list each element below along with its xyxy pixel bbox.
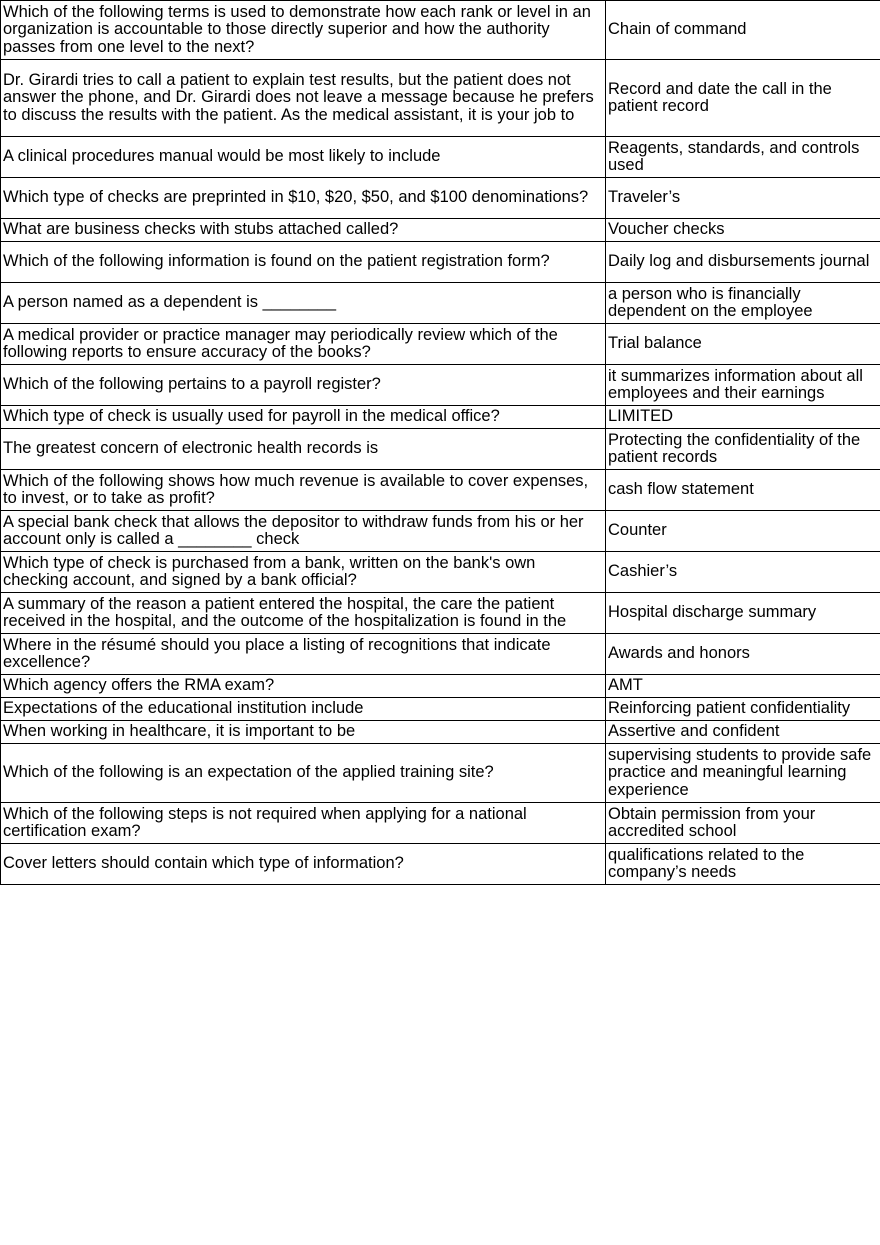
question-cell: Which type of check is purchased from a bank, written on the bank's own checking account, and signed by a bank official?	[1, 552, 606, 593]
answer-cell: Chain of command	[606, 1, 880, 60]
answer-cell: Record and date the call in the patient record	[606, 60, 880, 137]
table-row	[1, 593, 880, 634]
qa-table-body	[1, 1, 880, 885]
table-row	[1, 744, 880, 803]
table-row	[1, 242, 880, 283]
answer-cell: Awards and honors	[606, 634, 880, 675]
question-cell: When working in healthcare, it is important to be	[1, 721, 606, 744]
question-cell: Which type of check is usually used for payroll in the medical office?	[1, 406, 606, 429]
question-cell: A person named as a dependent is ________	[1, 283, 606, 324]
question-cell: A medical provider or practice manager may periodically review which of the following reports to ensure accuracy of the books?	[1, 324, 606, 365]
answer-cell: Cashier’s	[606, 552, 880, 593]
question-cell: Dr. Girardi tries to call a patient to explain test results, but the patient does not answer the phone, and Dr. Girardi does not leave a message because he prefers to discuss the results with the patient. As the medical assistant, it is your job to	[1, 60, 606, 137]
answer-cell: Assertive and confident	[606, 721, 880, 744]
question-cell: Which of the following steps is not required when applying for a national certification exam?	[1, 803, 606, 844]
answer-cell: LIMITED	[606, 406, 880, 429]
answer-cell: supervising students to provide safe practice and meaningful learning experience	[606, 744, 880, 803]
table-row	[1, 365, 880, 406]
question-cell: Which of the following shows how much revenue is available to cover expenses, to invest, or to take as profit?	[1, 470, 606, 511]
table-row	[1, 1, 880, 60]
table-row	[1, 219, 880, 242]
answer-cell: it summarizes information about all employees and their earnings	[606, 365, 880, 406]
answer-cell: Obtain permission from your accredited school	[606, 803, 880, 844]
answer-cell: cash flow statement	[606, 470, 880, 511]
answer-cell: Counter	[606, 511, 880, 552]
question-cell: Which of the following pertains to a payroll register?	[1, 365, 606, 406]
question-cell: A clinical procedures manual would be most likely to include	[1, 137, 606, 178]
answer-cell: a person who is financially dependent on the employee	[606, 283, 880, 324]
table-row	[1, 178, 880, 219]
answer-cell: Trial balance	[606, 324, 880, 365]
table-row	[1, 552, 880, 593]
answer-cell: qualifications related to the company’s needs	[606, 844, 880, 885]
question-cell: A special bank check that allows the depositor to withdraw funds from his or her account only is called a ________ check	[1, 511, 606, 552]
answer-cell: AMT	[606, 675, 880, 698]
question-cell: Which of the following is an expectation of the applied training site?	[1, 744, 606, 803]
table-row	[1, 844, 880, 885]
question-cell: Which agency offers the RMA exam?	[1, 675, 606, 698]
table-row	[1, 721, 880, 744]
answer-cell: Hospital discharge summary	[606, 593, 880, 634]
answer-cell: Protecting the confidentiality of the patient records	[606, 429, 880, 470]
answer-cell: Reagents, standards, and controls used	[606, 137, 880, 178]
table-row	[1, 803, 880, 844]
question-cell: Which type of checks are preprinted in $10, $20, $50, and $100 denominations?	[1, 178, 606, 219]
table-row	[1, 60, 880, 137]
question-cell: Cover letters should contain which type of information?	[1, 844, 606, 885]
question-cell: What are business checks with stubs attached called?	[1, 219, 606, 242]
table-row	[1, 675, 880, 698]
question-cell: Which of the following terms is used to demonstrate how each rank or level in an organization is accountable to those directly superior and how the authority passes from one level to the next?	[1, 1, 606, 60]
table-row	[1, 470, 880, 511]
table-row	[1, 429, 880, 470]
table-row	[1, 324, 880, 365]
table-row	[1, 406, 880, 429]
table-row	[1, 511, 880, 552]
question-cell: The greatest concern of electronic health records is	[1, 429, 606, 470]
table-row	[1, 137, 880, 178]
question-cell: Expectations of the educational institution include	[1, 698, 606, 721]
answer-cell: Voucher checks	[606, 219, 880, 242]
answer-cell: Traveler’s	[606, 178, 880, 219]
question-cell: Where in the résumé should you place a listing of recognitions that indicate excellence?	[1, 634, 606, 675]
question-cell: A summary of the reason a patient entered the hospital, the care the patient received in the hospital, and the outcome of the hospitalization is found in the	[1, 593, 606, 634]
table-row	[1, 283, 880, 324]
table-row	[1, 634, 880, 675]
table-row	[1, 698, 880, 721]
question-cell: Which of the following information is found on the patient registration form?	[1, 242, 606, 283]
answer-cell: Reinforcing patient confidentiality	[606, 698, 880, 721]
answer-cell: Daily log and disbursements journal	[606, 242, 880, 283]
